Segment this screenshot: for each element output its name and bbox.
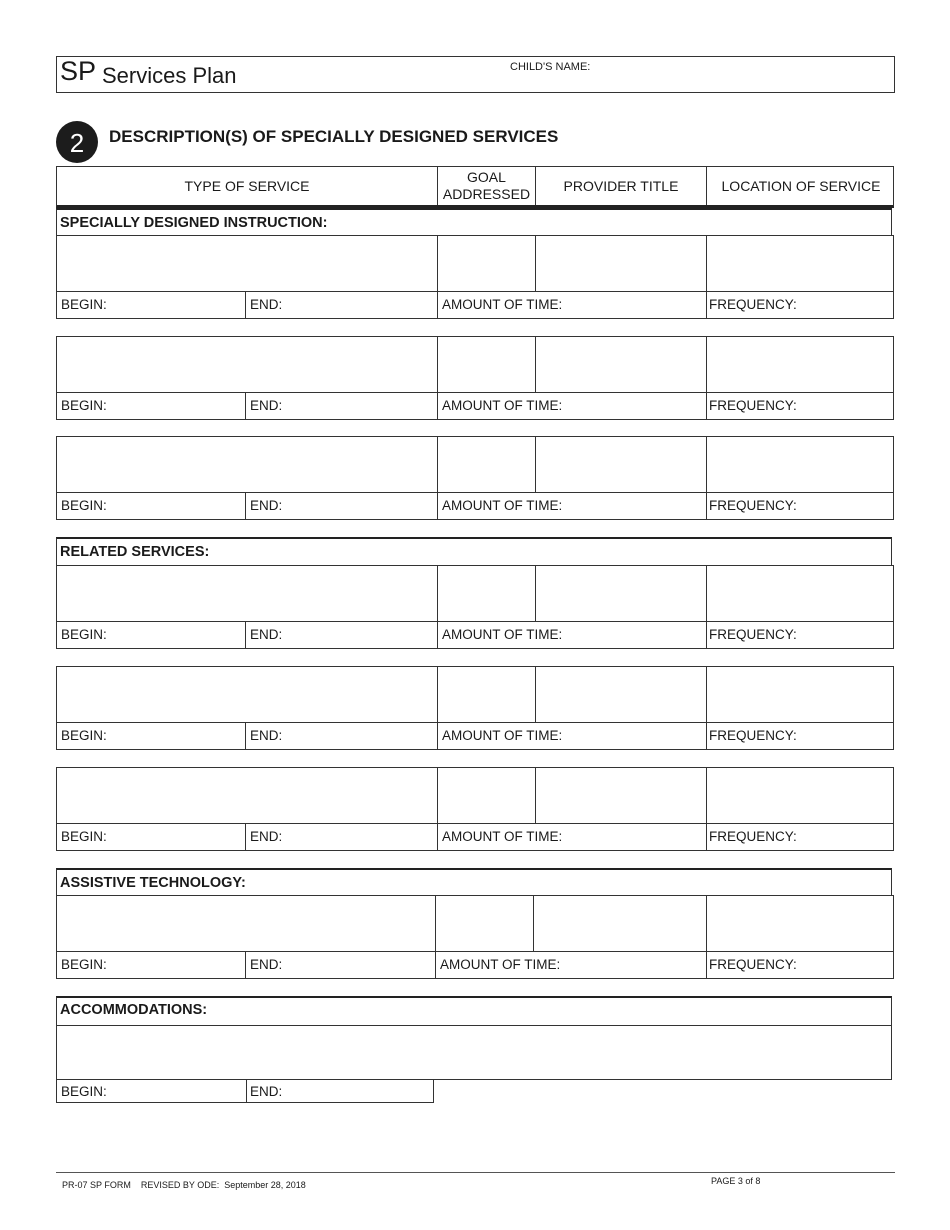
begin-label: BEGIN: — [61, 398, 107, 413]
end-label: END: — [250, 728, 283, 743]
accommodations-dates-row[interactable] — [56, 1079, 434, 1103]
footer-page-number: PAGE 3 of 8 — [711, 1176, 761, 1186]
amount-label: AMOUNT OF TIME: — [442, 398, 563, 413]
col-goal-addressed — [437, 167, 535, 205]
end-label: END: — [250, 498, 283, 513]
service-block[interactable] — [56, 666, 894, 750]
end-label: END: — [250, 957, 283, 972]
footer-divider — [56, 1172, 895, 1173]
col-goal-line1: GOAL — [467, 169, 506, 185]
end-label: END: — [250, 297, 283, 312]
accommodations-block[interactable] — [56, 996, 892, 1080]
amount-label: AMOUNT OF TIME: — [442, 829, 563, 844]
frequency-label: FREQUENCY: — [709, 297, 797, 312]
frequency-label: FREQUENCY: — [709, 829, 797, 844]
category-related-services: RELATED SERVICES: — [56, 537, 892, 565]
column-header-row — [56, 166, 894, 208]
service-block[interactable] — [56, 235, 894, 319]
begin-label: BEGIN: — [61, 829, 107, 844]
col-location-of-service: LOCATION OF SERVICE — [706, 167, 895, 205]
amount-label: AMOUNT OF TIME: — [440, 957, 561, 972]
begin-label: BEGIN: — [61, 728, 107, 743]
amount-label: AMOUNT OF TIME: — [442, 728, 563, 743]
section-number-badge: 2 — [56, 121, 98, 163]
service-block[interactable] — [56, 336, 894, 420]
end-label: END: — [250, 829, 283, 844]
frequency-label: FREQUENCY: — [709, 398, 797, 413]
begin-label: BEGIN: — [61, 957, 107, 972]
end-label: END: — [250, 398, 283, 413]
end-label: END: — [250, 627, 283, 642]
section-title: DESCRIPTION(S) OF SPECIALLY DESIGNED SERVICES — [109, 127, 559, 146]
service-block[interactable] — [56, 895, 894, 979]
category-sdi: SPECIALLY DESIGNED INSTRUCTION: — [56, 208, 892, 236]
amount-label: AMOUNT OF TIME: — [442, 297, 563, 312]
frequency-label: FREQUENCY: — [709, 627, 797, 642]
begin-label: BEGIN: — [61, 627, 107, 642]
amount-label: AMOUNT OF TIME: — [442, 498, 563, 513]
col-type-of-service: TYPE OF SERVICE — [184, 177, 310, 194]
service-block[interactable] — [56, 767, 894, 851]
col-goal-line2: ADDRESSED — [442, 186, 531, 202]
service-block[interactable] — [56, 565, 894, 649]
begin-label: BEGIN: — [61, 498, 107, 513]
footer-form-revision: PR-07 SP FORM REVISED BY ODE: September 28, 2018 — [62, 1180, 306, 1190]
form-title: Services Plan — [102, 63, 237, 88]
child-name-field[interactable]: CHILD'S NAME: — [510, 61, 591, 73]
end-label: END: — [250, 1084, 283, 1099]
amount-label: AMOUNT OF TIME: — [442, 627, 563, 642]
begin-label: BEGIN: — [61, 297, 107, 312]
frequency-label: FREQUENCY: — [709, 728, 797, 743]
category-assistive-technology: ASSISTIVE TECHNOLOGY: — [56, 868, 892, 896]
begin-label: BEGIN: — [61, 1084, 107, 1099]
category-accommodations: ACCOMMODATIONS: — [60, 1002, 208, 1018]
service-block[interactable] — [56, 436, 894, 520]
frequency-label: FREQUENCY: — [709, 957, 797, 972]
col-provider-title: PROVIDER TITLE — [535, 167, 706, 205]
form-abbreviation: SP — [60, 56, 97, 86]
frequency-label: FREQUENCY: — [709, 498, 797, 513]
form-header — [56, 56, 895, 93]
